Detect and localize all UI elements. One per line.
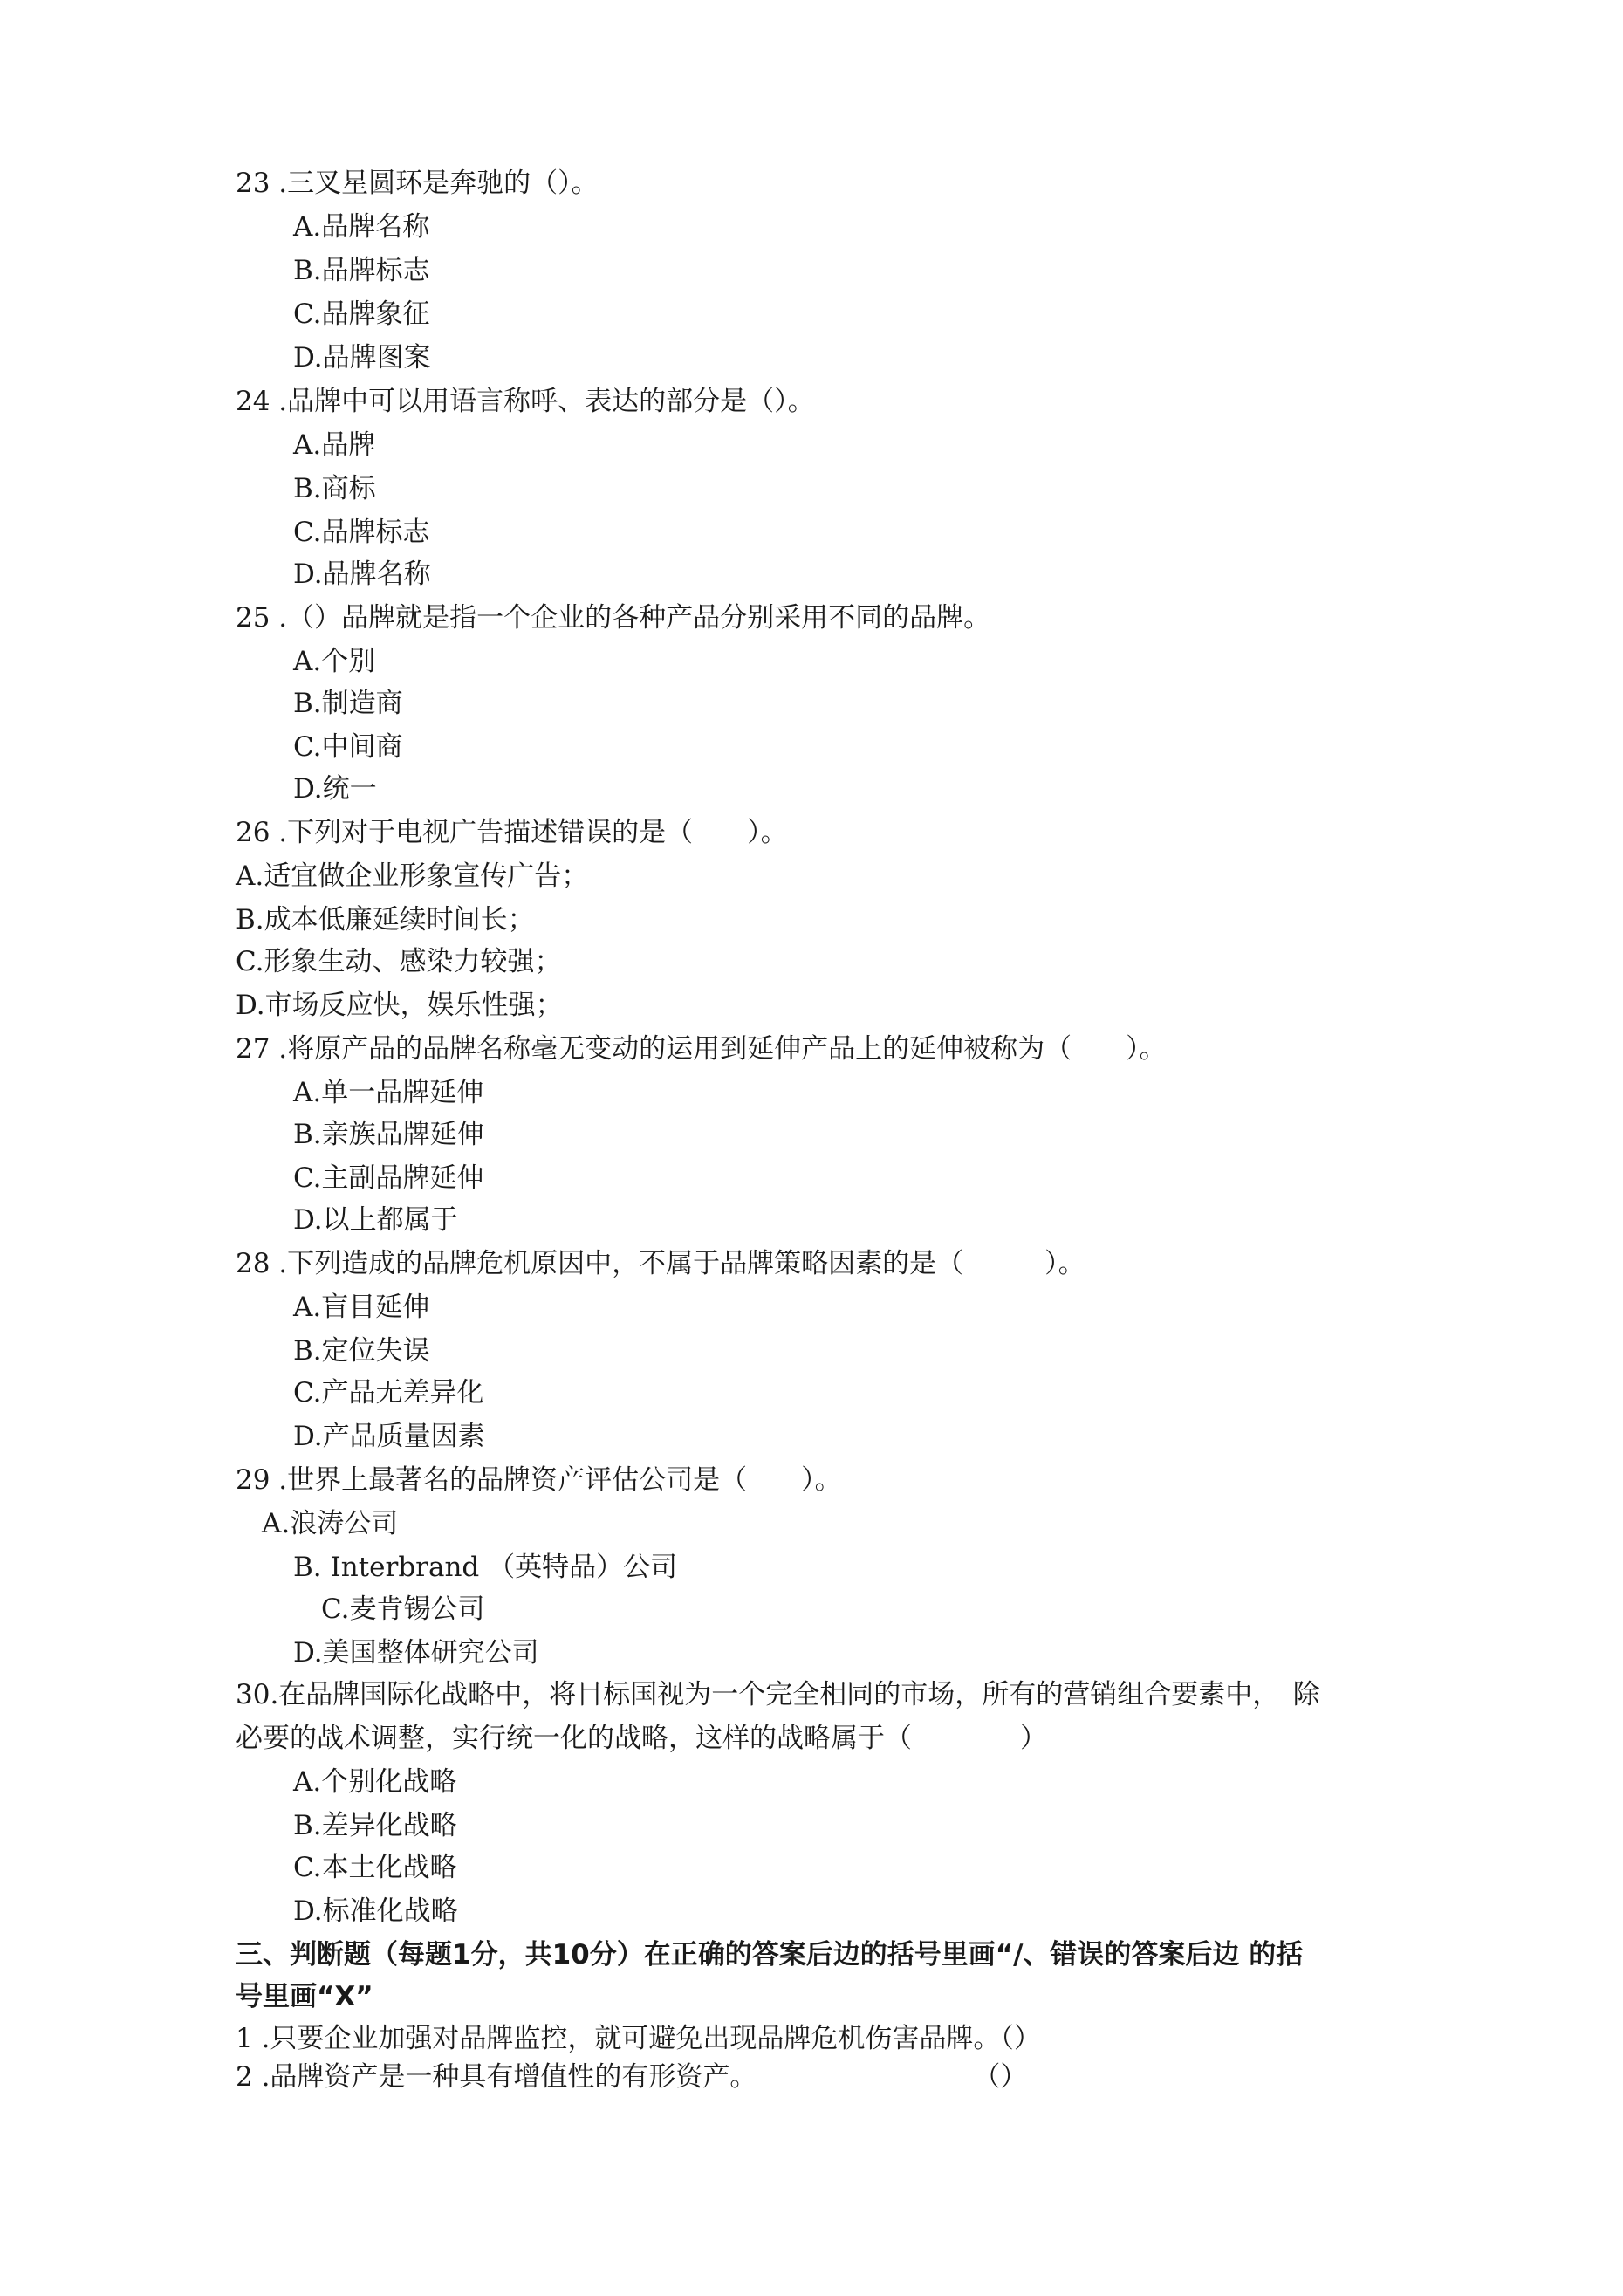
option-27-d: D.以上都属于 xyxy=(293,1204,458,1236)
option-23-c: C.品牌象征 xyxy=(293,298,430,330)
option-24-d: D.品牌名称 xyxy=(293,559,431,590)
question-26: 26 .下列对于电视广告描述错误的是（ ）。 xyxy=(236,817,788,848)
option-24-a: A.品牌 xyxy=(293,429,376,461)
option-29-c: C.麦肯锡公司 xyxy=(321,1593,485,1625)
option-24-c: C.品牌标志 xyxy=(293,517,430,548)
option-29-b: B. Interbrand （英特品）公司 xyxy=(293,1552,678,1583)
option-30-b: B.差异化战略 xyxy=(293,1810,457,1841)
option-23-d: D.品牌图案 xyxy=(293,342,431,374)
option-28-c: C.产品无差异化 xyxy=(293,1377,484,1408)
option-29-d: D.美国整体研究公司 xyxy=(293,1637,539,1669)
option-25-d: D.统一 xyxy=(293,773,377,805)
question-27: 27 .将原产品的品牌名称毫无变动的运用到延伸产品上的延伸被称为（ ）。 xyxy=(236,1033,1167,1065)
true-false-1: 1 .只要企业加强对品牌监控，就可避免出现品牌危机伤害品牌。（） xyxy=(236,2023,1041,2054)
question-30-line-1: 30.在品牌国际化战略中，将目标国视为一个完全相同的市场，所有的营销组合要素中， 除 xyxy=(236,1679,1320,1710)
question-29: 29 .世界上最著名的品牌资产评估公司是（ ）。 xyxy=(236,1464,842,1496)
option-30-a: A.个别化战略 xyxy=(293,1766,457,1798)
option-26-b: B.成本低廉延续时间长； xyxy=(236,904,535,936)
option-28-d: D.产品质量因素 xyxy=(293,1421,485,1452)
question-28: 28 .下列造成的品牌危机原因中，不属于品牌策略因素的是（ ）。 xyxy=(236,1248,1085,1279)
question-30-line-2: 必要的战术调整，实行统一化的战略，这样的战略属于（ ） xyxy=(236,1723,1047,1754)
true-false-2: 2 .品牌资产是一种具有增值性的有形资产。 （） xyxy=(236,2061,1028,2093)
option-25-b: B.制造商 xyxy=(293,688,403,719)
option-26-a: A.适宜做企业形象宣传广告； xyxy=(236,860,589,892)
question-24: 24 .品牌中可以用语言称呼、表达的部分是（）。 xyxy=(236,386,815,417)
option-25-c: C.中间商 xyxy=(293,731,403,763)
option-26-d: D.市场反应快，娱乐性强； xyxy=(236,990,563,1021)
option-27-a: A.单一品牌延伸 xyxy=(293,1077,484,1108)
option-25-a: A.个别 xyxy=(293,646,376,677)
option-30-c: C.本土化战略 xyxy=(293,1852,457,1883)
question-23: 23 .三叉星圆环是奔驰的（）。 xyxy=(236,168,599,199)
option-27-b: B.亲族品牌延伸 xyxy=(293,1119,484,1150)
question-25: 25 .（）品牌就是指一个企业的各种产品分别采用不同的品牌。 xyxy=(236,602,991,634)
option-29-a: A.浪涛公司 xyxy=(262,1508,399,1539)
option-24-b: B.商标 xyxy=(293,473,376,504)
option-23-a: A.品牌名称 xyxy=(293,211,430,243)
option-28-a: A.盲目延伸 xyxy=(293,1292,430,1323)
section-3-heading-line-2: 号里画“X” xyxy=(236,1981,373,2012)
option-26-c: C.形象生动、感染力较强； xyxy=(236,946,562,977)
option-23-b: B.品牌标志 xyxy=(293,255,430,286)
option-28-b: B.定位失误 xyxy=(293,1335,430,1367)
option-30-d: D.标准化战略 xyxy=(293,1895,458,1927)
option-27-c: C.主副品牌延伸 xyxy=(293,1162,484,1194)
section-3-heading-line-1: 三、判断题（每题1分，共10分）在正确的答案后边的括号里画“/、错误的答案后边 的括 xyxy=(236,1939,1304,1970)
